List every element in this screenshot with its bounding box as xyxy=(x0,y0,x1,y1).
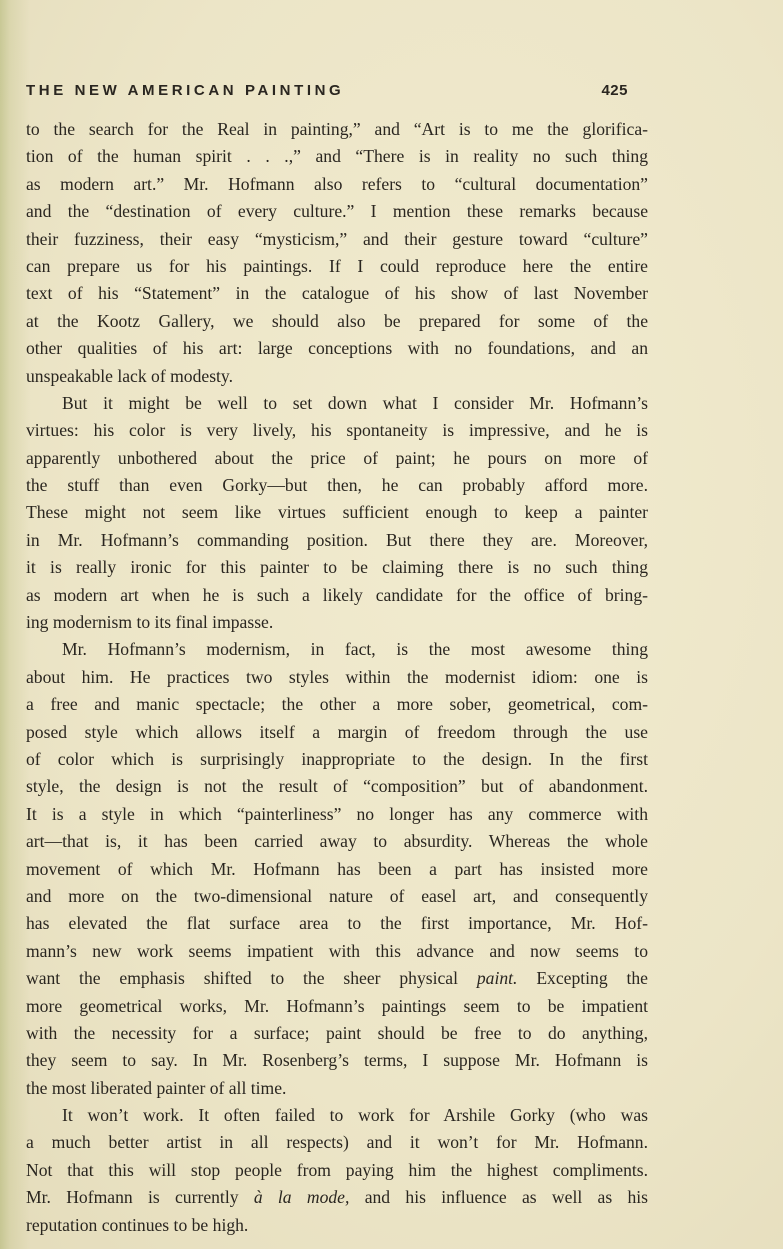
text-line xyxy=(26,965,648,992)
text-line: and more on the two-dimensional nature of easel art, and consequently xyxy=(26,885,648,906)
text-line: to the search for the Real in painting,” and “Art is to me the glorifica- xyxy=(26,119,648,139)
text-line: at the Kootz Gallery, we should also be prepared for some of the xyxy=(26,310,648,331)
text-line: art—that is, it has been carried away to absurdity. Whereas the whole xyxy=(26,831,648,852)
text-line: has elevated the flat surface area to the first importance, Mr. Hof- xyxy=(26,913,648,934)
running-head xyxy=(26,78,628,102)
text-line: It is a style in which “painterliness” no longer has any commerce with xyxy=(26,803,648,824)
text-segment: Excepting the xyxy=(517,968,648,989)
body-text xyxy=(26,116,648,1239)
text-line: about him. He practices two styles within the modernist idiom: one is xyxy=(26,666,648,687)
text-line: the stuff than even Gorky—but then, he can probably afford more. xyxy=(26,475,648,496)
text-line: style, the design is not the result of “composition” but of abandonment. xyxy=(26,776,648,797)
text-line: of color which is surprisingly inappropriate to the design. In the first xyxy=(26,748,648,769)
text-line: they seem to say. In Mr. Rosenberg’s terms, I suppose Mr. Hofmann is xyxy=(26,1050,648,1071)
running-title: THE NEW AMERICAN PAINTING xyxy=(26,81,345,99)
text-segment: and his influence as well as his xyxy=(349,1187,648,1208)
text-segment: want the emphasis shifted to the sheer physical xyxy=(26,968,477,989)
text-line: with the necessity for a surface; paint should be free to do anything, xyxy=(26,1022,648,1043)
text-line: a much better artist in all respects) and it won’t for Mr. Hofmann. xyxy=(26,1132,648,1153)
text-line: a free and manic spectacle; the other a more sober, geometrical, com- xyxy=(26,694,648,715)
paragraph-first-line: It won’t work. It often failed to work for Arshile Gorky (who was xyxy=(62,1105,648,1126)
text-line: unspeakable lack of modesty. xyxy=(26,365,233,386)
text-line: can prepare us for his paintings. If I could reproduce here the entire xyxy=(26,255,648,276)
page-number: 425 xyxy=(601,81,628,99)
paragraph-first-line: But it might be well to set down what I consider Mr. Hofmann’s xyxy=(62,392,648,413)
text-line: mann’s new work seems impatient with this advance and now seems to xyxy=(26,940,648,961)
text-line: virtues: his color is very lively, his spontaneity is impressive, and he is xyxy=(26,420,648,441)
text-line: other qualities of his art: large conceptions with no foundations, and an xyxy=(26,338,648,359)
text-line: the most liberated painter of all time. xyxy=(26,1077,287,1098)
text-line: These might not seem like virtues sufficient enough to keep a painter xyxy=(26,502,648,523)
text-line xyxy=(26,1184,648,1211)
text-line: more geometrical works, Mr. Hofmann’s paintings seem to be impatient xyxy=(26,995,648,1016)
text-line: movement of which Mr. Hofmann has been a part has insisted more xyxy=(26,858,648,879)
paragraph-first-line: Mr. Hofmann’s modernism, in fact, is the most awesome thing xyxy=(62,639,648,660)
text-line: text of his “Statement” in the catalogue of his show of last November xyxy=(26,283,648,304)
text-line: tion of the human spirit . . .,” and “There is in reality no such thing xyxy=(26,146,648,167)
text-segment: Mr. Hofmann is currently xyxy=(26,1187,254,1208)
text-line: as modern art when he is such a likely candidate for the office of bring- xyxy=(26,584,648,605)
text-line: in Mr. Hofmann’s commanding position. But there they are. Moreover, xyxy=(26,529,648,550)
text-line: as modern art.” Mr. Hofmann also refers to “cultural documentation” xyxy=(26,173,648,194)
text-line: Not that this will stop people from paying him the highest compliments. xyxy=(26,1159,648,1180)
text-line: it is really ironic for this painter to be claiming there is no such thing xyxy=(26,557,648,578)
text-line: posed style which allows itself a margin of freedom through the use xyxy=(26,721,648,742)
text-line: their fuzziness, their easy “mysticism,” and their gesture toward “culture” xyxy=(26,228,648,249)
text-line: ing modernism to its final impasse. xyxy=(26,612,274,633)
text-line: reputation continues to be high. xyxy=(26,1214,249,1235)
emphasis-a-la-mode: à la mode, xyxy=(253,1187,350,1208)
text-line: apparently unbothered about the price of paint; he pours on more of xyxy=(26,447,648,468)
emphasis-paint: paint. xyxy=(476,968,518,989)
text-line: and the “destination of every culture.” I mention these remarks because xyxy=(26,201,648,222)
